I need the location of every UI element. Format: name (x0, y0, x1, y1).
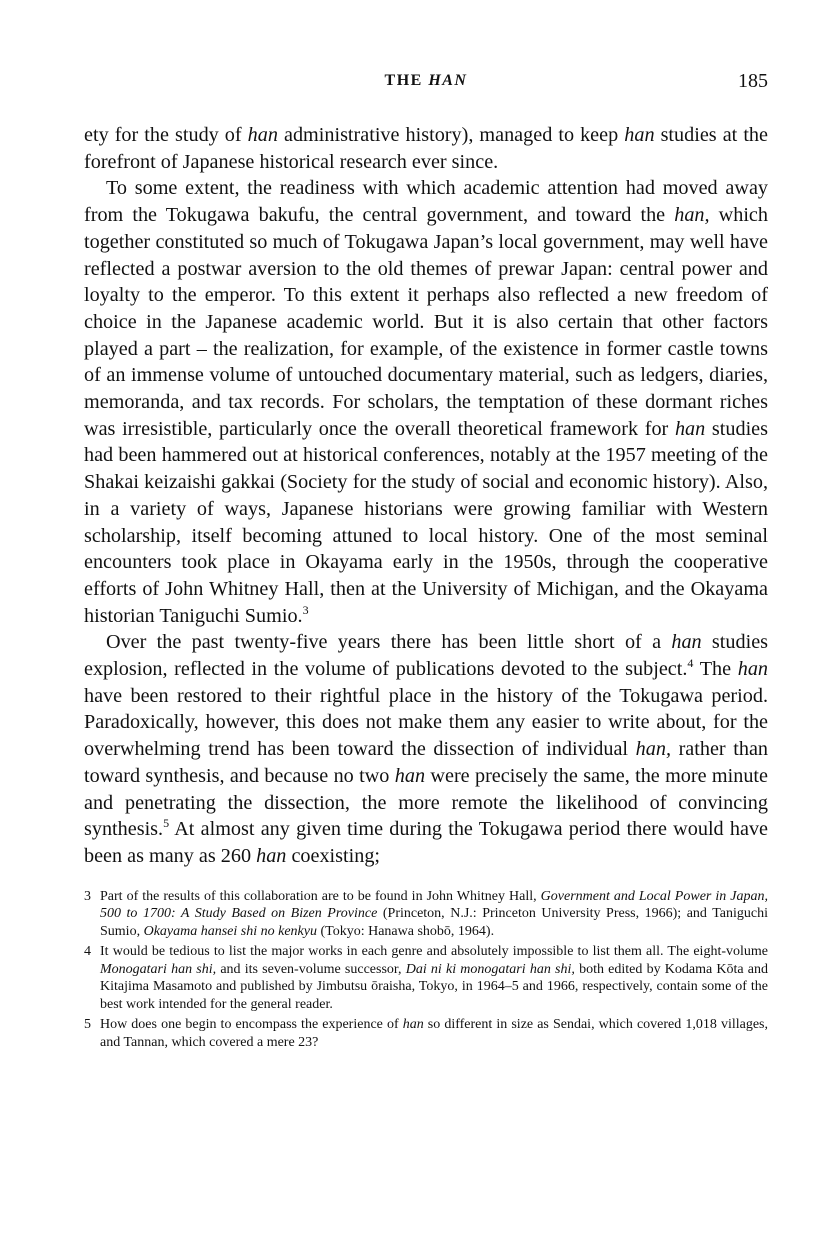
text-run: have been restored to their rightful place in the history of the Tokugawa period. Paradoxically, however, this does not make them any easier to write about, for the overwhelming trend has been toward the dissection of individual (84, 684, 768, 761)
text-run: To some extent, the readiness with which academic attention had moved away from the Tokugawa bakufu, the central government, and toward the (84, 177, 768, 227)
text-run: coexisting; (286, 844, 381, 867)
italic-term: han (674, 417, 706, 440)
text-run: studies at the forefront of Japanese historical research ever since. (84, 124, 768, 173)
footnote-ref: 3 (302, 602, 309, 617)
italic-term: han (402, 1017, 424, 1033)
text-run: were precisely the same, the more minute and penetrating the dissection, the more remote the likelihood of convincing synthesis. (84, 764, 769, 841)
italic-term: han (256, 844, 287, 867)
text-run: Part of the results of this collaboration are to be found in John Whitney Hall, (100, 888, 541, 904)
italic-term: han (671, 631, 702, 654)
text-run: and its seven-volume successor, (216, 961, 406, 977)
text-run: ety for the study of (84, 124, 248, 146)
page-header (84, 70, 768, 100)
footnote (84, 943, 768, 1013)
page-number: 185 (738, 70, 768, 92)
italic-term: han (624, 124, 655, 146)
text-run: (Princeton, N.J.: Princeton University Press, 1966); and Taniguchi Sumio, (100, 906, 768, 939)
footnote-ref: 4 (687, 656, 694, 671)
text-run: (Tokyo: Hanawa shobō, 1964). (316, 923, 495, 939)
book-page (84, 70, 768, 1054)
italic-term: han (737, 658, 768, 681)
text-run: How does one begin to encompass the experience of (100, 1017, 403, 1033)
running-head-italic: HAN (428, 72, 468, 89)
text-run: The (693, 658, 738, 681)
text-run: administrative history), managed to keep (277, 124, 625, 146)
italic-term: han (247, 124, 278, 146)
running-head (84, 72, 768, 90)
footnote-ref: 5 (163, 816, 170, 831)
footnote (84, 888, 768, 941)
italic-term: Monogatari han shi, (100, 961, 217, 977)
italic-term: Government and Local Power in Japan, 500 to 1700: A Study Based on Bizen Province (100, 888, 768, 922)
text-run: so different in size as Sendai, which covered 1,018 villages, and Tannan, which covered a mere 23? (100, 1017, 768, 1050)
paragraph (84, 629, 768, 869)
italic-term: han, (674, 204, 710, 227)
text-run: both edited by Kodama Kōta and Kitajima Masamoto and published by Jimbutsu ōraisha, Tokyo, in 1964–5 and 1966, respectively, contain some of the best work intended for the general reader. (100, 961, 769, 1012)
text-run: studies explosion, reflected in the volume of publications devoted to the subject. (84, 631, 769, 681)
footnote-number: 4 (84, 944, 91, 960)
footnotes (84, 888, 768, 1052)
text-run: studies had been hammered out at historical conferences, notably at the 1957 meeting of the Shakai keizaishi gakkai (Society for the study of social and economic history). Also, in a variety of ways, Japanese historians were growing familiar with Western scholarship, itself becoming attuned to local history. One of the most seminal encounters took place in Okayama early in the 1950s, through the cooperative efforts of John Whitney Hall, then at the University of Michigan, and the Okayama historian Taniguchi Sumio. (84, 417, 768, 627)
text-run: At almost any given time during the Tokugawa period there would have been as many as 260 (84, 818, 768, 867)
text-run: which together constituted so much of Tokugawa Japan’s local government, may well have reflected a postwar aversion to the old themes of prewar Japan: central power and loyalty to the emperor. To this extent it perhaps also reflected a new freedom of choice in the Japanese academic world. But it is also certain that other factors played a part – the realization, for example, of the existence in former castle towns of an immense volume of untouched documentary material, such as ledgers, diaries, memoranda, and tax records. For scholars, the temptation of these dormant riches was irresistible, particularly once the overall theoretical framework for (84, 204, 768, 440)
footnote-number: 5 (84, 1017, 91, 1033)
body-text (84, 122, 768, 870)
paragraph (84, 122, 768, 175)
text-run: It would be tedious to list the major works in each genre and absolutely impossible to list them all. The eight-volume (100, 944, 768, 960)
italic-term: Okayama hansei shi no kenkyu (143, 923, 317, 939)
text-run: rather than toward synthesis, and because no two (84, 738, 769, 787)
text-run: Over the past twenty-five years there has been little short of a (106, 631, 672, 654)
italic-term: han, (635, 738, 671, 761)
running-head-prefix: THE (384, 72, 429, 89)
italic-term: Dai ni ki monogatari han shi, (405, 961, 575, 977)
footnote-number: 3 (84, 888, 91, 904)
paragraph (84, 175, 768, 629)
footnote (84, 1016, 768, 1051)
italic-term: han (394, 764, 426, 787)
